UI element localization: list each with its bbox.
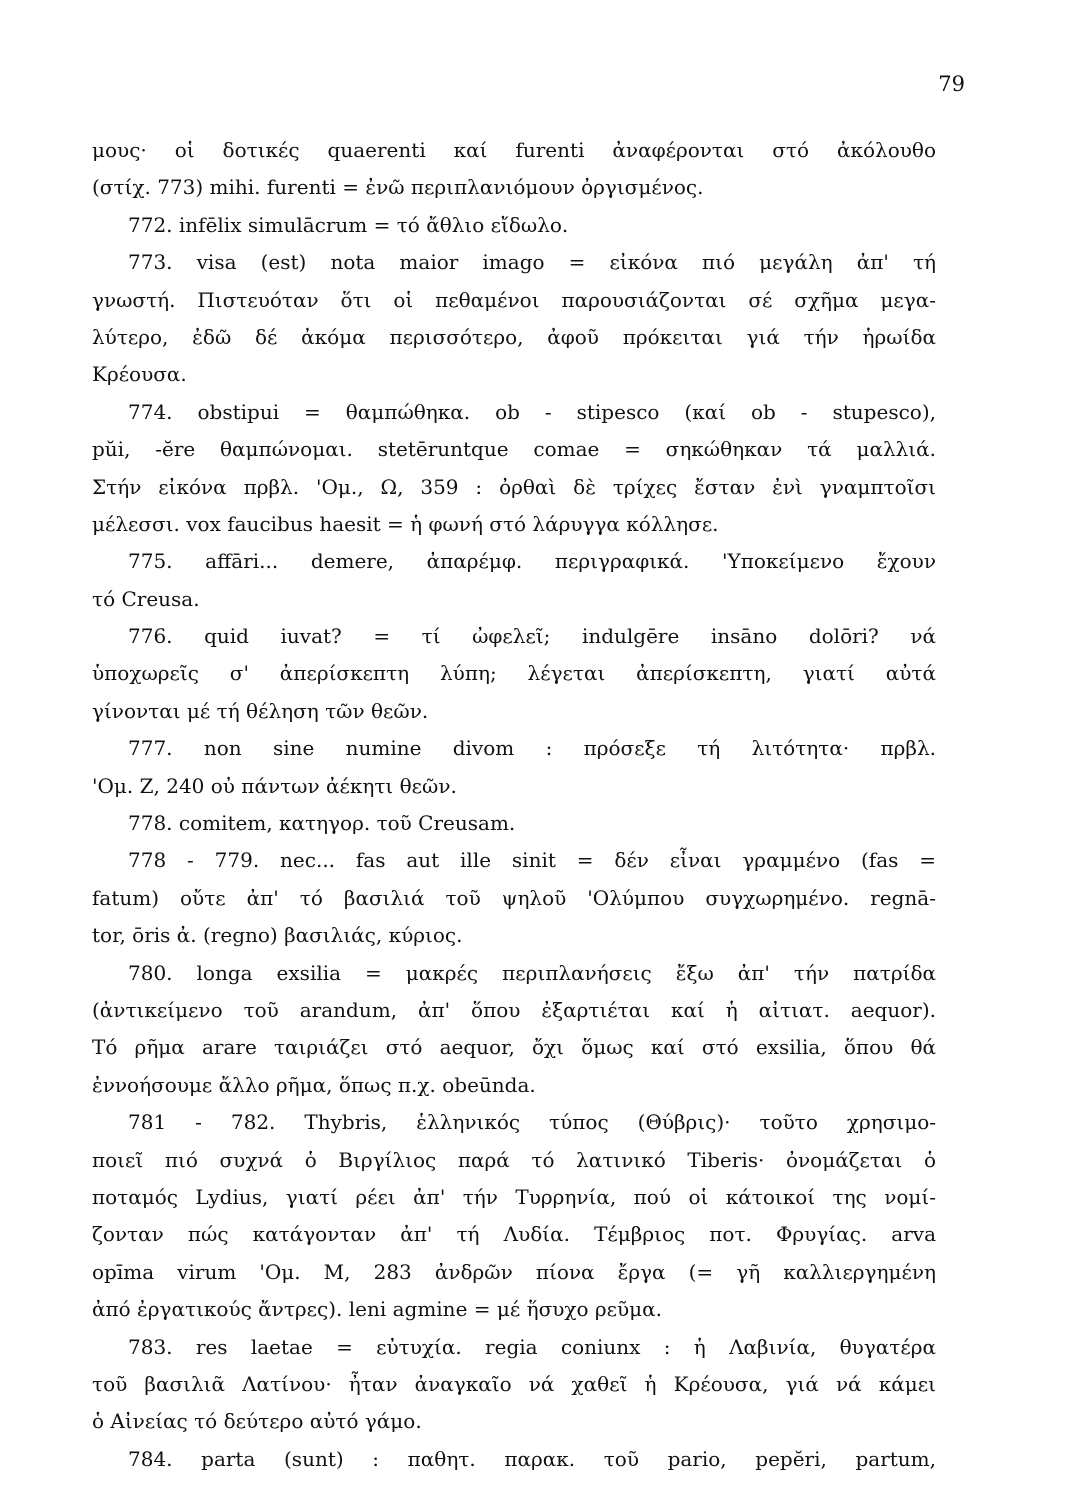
text-line: ἀπό ἐργατικούς ἄντρες). leni agmine = μέ ἥσυχο ρεῦμα. [92, 1297, 663, 1322]
text-line: γίνονται μέ τή θέληση τῶν θεῶν. [92, 698, 429, 723]
text-line: 780. longa exsilia = μακρές περιπλανήσεις ἔξω ἀπ' τήν πατρίδα [128, 960, 936, 985]
text-line: 776. quid iuvat? = τί ὠφελεῖ; indulgēre insāno dolōri? νά [128, 624, 936, 649]
text-line: opīma virum 'Ομ. Μ, 283 ἀνδρῶν πίονα ἔργα (= γῆ καλλιεργημένη [92, 1259, 936, 1284]
text-line: fatum) οὔτε ἀπ' τό βασιλιά τοῦ ψηλοῦ 'Ολύμπου συγχωρημένο. regnā- [92, 885, 936, 910]
text-line: 784. parta (sunt) : παθητ. παρακ. τοῦ pario, pepĕri, partum, [128, 1446, 936, 1471]
text-line: pŭi, -ĕre θαμπώνομαι. stetēruntque comae = σηκώθηκαν τά μαλλιά. [92, 437, 936, 462]
text-line: 783. res laetae = εὐτυχία. regia coniunx : ἡ Λαβινία, θυγατέρα [128, 1334, 936, 1359]
text-line: 'Ομ. Ζ, 240 οὐ πάντων ἀέκητι θεῶν. [92, 773, 457, 798]
text-line: (ἀντικείμενο τοῦ arandum, ἀπ' ὅπου ἐξαρτιέται καί ἡ αἰτιατ. aequor). [92, 997, 936, 1022]
text-line: ὁ Αἰνείας τό δεύτερο αὐτό γάμο. [92, 1409, 422, 1434]
text-line: 773. visa (est) nota maior imago = εἰκόνα πιό μεγάλη ἀπ' τή [128, 250, 936, 275]
text-line: ποταμός Lydius, γιατί ρέει ἀπ' τήν Τυρρηνία, πού οἱ κάτοικοί της νομί- [92, 1184, 936, 1209]
text-line: ὑποχωρεῖς σ' ἀπερίσκεπτη λύπη; λέγεται ἀπερίσκεπτη, γιατί αὐτά [92, 661, 936, 686]
text-line: Τό ρῆμα arare ταιριάζει στό aequor, ὄχι ὅμως καί στό exsilia, ὅπου θά [92, 1035, 936, 1060]
text-line: μους· οἱ δοτικές quaerenti καί furenti ἀναφέρονται στό ἀκόλουθο [92, 138, 936, 162]
text-line: ποιεῖ πιό συχνά ὁ Βιργίλιος παρά τό λατινικό Tiberis· ὀνομάζεται ὁ [92, 1147, 936, 1172]
text-line: τό Creusa. [92, 586, 200, 611]
text-line: γνωστή. Πιστευόταν ὅτι οἱ πεθαμένοι παρουσιάζονται σέ σχῆμα μεγα- [92, 287, 936, 312]
page-number: 79 [938, 72, 965, 96]
text-line: tor, ōris ἀ. (regno) βασιλιάς, κύριος. [92, 923, 463, 948]
text-line: Κρέουσα. [92, 362, 187, 387]
commentary-text [92, 132, 936, 1478]
text-line: ἐννοήσουμε ἄλλο ρῆμα, ὅπως π.χ. obeūnda. [92, 1072, 536, 1097]
text-line: 778 - 779. nec... fas aut ille sinit = δέν εἶναι γραμμένο (fas = [128, 848, 936, 873]
text-line: 777. non sine numine divom : πρόσεξε τή λιτότητα· πρβλ. [128, 736, 936, 761]
text-line: 781 - 782. Thybris, ἑλληνικός τύπος (Θύβρις)· τοῦτο χρησιμο- [128, 1110, 936, 1135]
text-line: 774. obstipui = θαμπώθηκα. ob - stipesco (καί ob - stupesco), [128, 399, 936, 424]
text-line: μέλεσσι. vox faucibus haesit = ἡ φωνή στό λάρυγγα κόλλησε. [92, 511, 719, 536]
text-line: 778. comitem, κατηγορ. τοῦ Creusam. [128, 811, 516, 836]
text-line: λύτερο, ἐδῶ δέ ἀκόμα περισσότερο, ἀφοῦ πρόκειται γιά τήν ἡρωίδα [92, 324, 936, 349]
text-line: 772. infēlix simulācrum = τό ἄθλιο εἴδωλο. [128, 212, 569, 237]
text-line: τοῦ βασιλιᾶ Λατίνου· ἦταν ἀναγκαῖο νά χαθεῖ ἡ Κρέουσα, γιά νά κάμει [92, 1371, 936, 1396]
text-line: (στίχ. 773) mihi. furenti = ἐνῶ περιπλανιόμουν ὀργισμένος. [92, 175, 704, 200]
text-line: Στήν εἰκόνα πρβλ. 'Ομ., Ω, 359 : ὀρθαὶ δὲ τρίχες ἔσταν ἐνὶ γναμπτοῖσι [92, 474, 936, 499]
text-line: ζονταν πώς κατάγονταν ἀπ' τή Λυδία. Τέμβριος ποτ. Φρυγίας. arva [92, 1222, 936, 1247]
text-line: 775. affāri... demere, ἀπαρέμφ. περιγραφικά. 'Υποκείμενο ἔχουν [128, 549, 936, 574]
